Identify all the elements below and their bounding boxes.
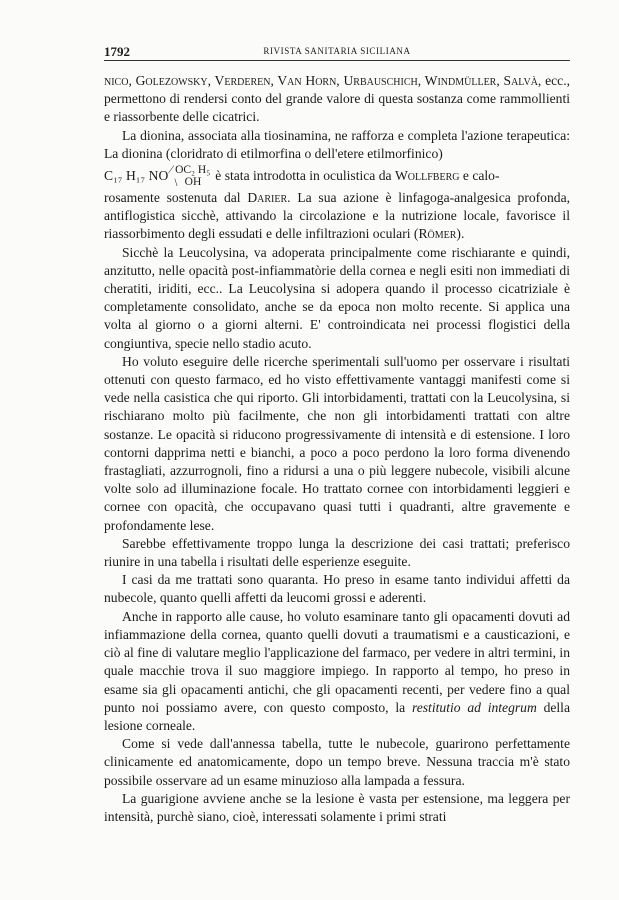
paragraph-2-continued <box>104 189 570 244</box>
p7-text1: Anche in rapporto alle cause, ho voluto esaminare tanto gli opacamenti dovuti ad infiammazione della cornea, quanto quelli dovuti a traumatismi e a causticazioni, e ciò al fine di valutare meglio l'applicazione del farmaco, per vedere in altri termini, in quale macchie trova il suo maggiore impiego. In rapporto al tempo, ho preso in esame sia gli opacamenti antichi, che gli opacamenti recenti, per vedere fino a qual punto noi possiamo avere, con questo composto, la <box>104 608 570 715</box>
paragraph-5: Sarebbe effettivamente troppo lunga la descrizione dei casi trattati; preferisco riunire in una tabella i risultati delle esperienze eseguite. <box>104 535 570 570</box>
p7-text2: della lesione corneale. <box>104 699 570 733</box>
paragraph-2: La dionina, associata alla tiosinamina, ne rafforza e completa l'azione terapeutica: La dionina (cloridrato di etilmorfina o dell'etere etilmorfinico) <box>104 127 570 161</box>
page-number: 1792 <box>104 44 130 59</box>
formula-groups <box>170 164 210 188</box>
p2b-text1: rosamente sostenuta dal <box>104 190 241 206</box>
paragraph-6: I casi da me trattati sono quaranta. Ho preso in esame tanto individui affetti da nubecole, quanto quelli affetti da leucomi grossi e aderenti. <box>104 572 570 606</box>
article-body <box>104 72 570 826</box>
formula-base: C₁₇ H₁₇ NO <box>104 167 169 183</box>
formula-upper-group: ⁄ OC₂ H₅ <box>170 164 211 177</box>
paragraph-3: Sicchè la Leucolysina, va adoperata principalmente come rischiarante e quindi, anzitutto, nelle opacità post-infiammatòrie della cornea e negli esiti non immediati di cheratiti, iriditi, ecc.. La Leucolysina si adopera quando il processo cicatriziale è completamente consolidato, anche se da epoca non molto recente. Si applica una volta al giorno o a giorni alterni. E' controindicata nei processi flogistici della congiuntiva, specie nello stadio acuto. <box>104 244 570 351</box>
author-names: nico, Golezowsky, Verderen, Van Horn, Urbauschich, Windmüller, Salvà, <box>104 73 542 88</box>
paragraph-8: Come si vede dall'annessa tabella, tutte le nubecole, guarirono perfettamente clinicamente ed anatomicamente, dopo un tempo breve. Nessuna traccia m'è stato possibile osservare ad un esame minuzioso alla lampada a fessura. <box>104 736 570 788</box>
formula-lower-group: ﹨ OH <box>170 176 202 189</box>
formula-trailing-text <box>215 167 570 185</box>
author-wollfberg: Wollfberg <box>394 167 460 183</box>
p2b-text2: . La sua azione è linfagoga-analgesica profonda, antiflogistica sicchè, attivando la circolazione e la nutrizione locale, favorisce il riassorbimento degli essudati e delle infiltrazioni oculari ( <box>104 190 570 242</box>
author-romer: Römer <box>418 226 457 242</box>
paragraph-4: Ho voluto eseguire delle ricerche sperimentali sull'uomo per osservare i risultati ottenuti con questo farmaco, ed ho visto effettivamente vantaggi manifesti come si vede nella casistica che qui riporto. Gli intorbidamenti, trattati con la Leucolysina, si rischiarano molto più facilmente, che non gli intorbidamenti trattati con altre sostanze. Le opacità si riducono progressivamente di intensità e di estensione. I loro contorni dapprima netti e bianchi, a poco a poco perdono la loro forma divenendo frastagliati, azzurrognoli, fino a ridursi a una o più leggere nubecole, visibili alcune volte solo ad illuminazione focale. Ho trattato cornee con intorbidamenti leggieri e cornee con opacità, che occupavano quasi tutti i quadranti, altre gravemente e profondamente lese. <box>104 353 570 533</box>
paragraph-9: La guarigione avviene anche se la lesione è vasta per estensione, ma leggera per intensità, purchè siano, cioè, interessati solamente i primi strati <box>104 790 570 824</box>
journal-title: RIVISTA SANITARIA SICILIANA <box>263 46 411 56</box>
latin-phrase: restitutio ad integrum <box>411 699 537 715</box>
paragraph-1 <box>104 72 570 127</box>
paragraph-1-text: ecc., permettono di rendersi conto del grande valore di questa sostanza come rammollienti e riassorbente delle cicatrici. <box>104 73 570 125</box>
running-header <box>104 44 570 61</box>
chemical-formula-line <box>104 163 570 189</box>
p2b-text3: ). <box>456 226 465 242</box>
author-darier: Darier <box>247 190 288 206</box>
paragraph-7 <box>104 608 570 735</box>
formula-after-text: è stata introdotta in oculistica da <box>215 167 392 183</box>
formula-after2-text: e calo- <box>462 167 500 183</box>
